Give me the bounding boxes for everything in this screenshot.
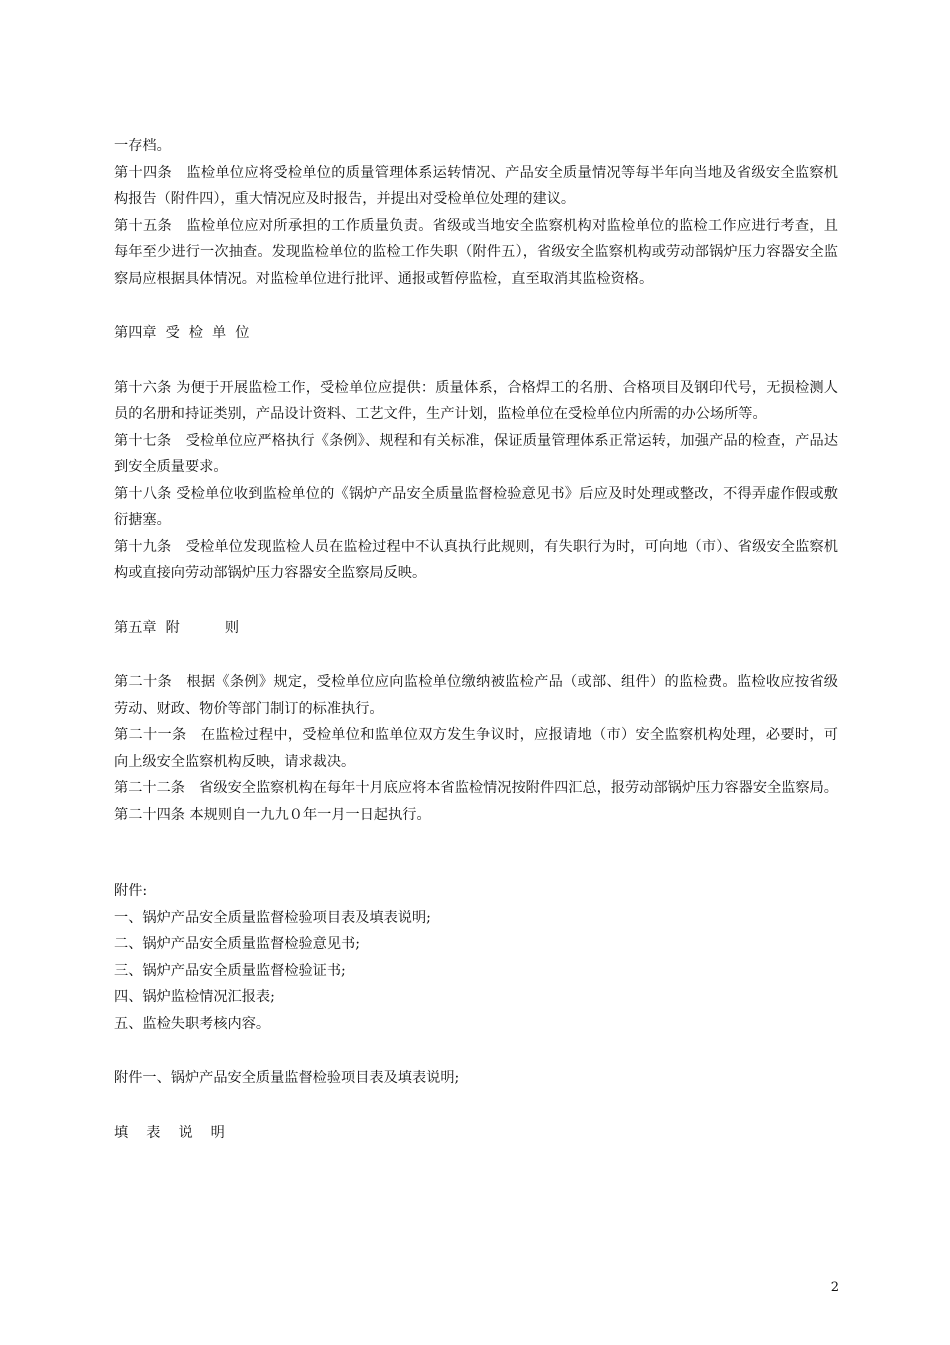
paragraph-line: 向上级安全监察机构反映，请求裁决。 xyxy=(114,753,356,770)
paragraph-line: 第十六条 为便于开展监检工作，受检单位应提供：质量体系，合格焊工的名册、合格项目及钢印代号，无损检测人 xyxy=(114,379,838,396)
paragraph-line: 员的名册和持证类别，产品设计资料、工艺文件，生产计划，监检单位在受检单位内所需的办公场所等。 xyxy=(114,406,767,422)
paragraph-line: 第十九条 受检单位发现监检人员在监检过程中不认真执行此规则，有失职行为时，可向地（市）、省级安全监察机 xyxy=(114,538,838,555)
paragraph-line: 构或直接向劳动部锅炉压力容器安全监察局反映。 xyxy=(114,565,427,581)
attachment-item: 四、锅炉监检情况汇报表; xyxy=(114,989,275,1005)
paragraph-line: 衍搪塞。 xyxy=(114,512,171,528)
paragraph-line: 每年至少进行一次抽查。发现监检单位的监检工作失职（附件五），省级安全监察机构或劳动部锅炉压力容器安全监 xyxy=(114,244,838,260)
paragraph-line: 到安全质量要求。 xyxy=(114,459,228,475)
attachment-item: 五、监检失职考核内容。 xyxy=(114,1015,271,1032)
paragraph-line: 第二十一条 在监检过程中，受检单位和监单位双方发生争议时，应报请地（市）安全监察机构处理，必要时，可 xyxy=(114,727,838,743)
paragraph-line: 第十七条 受检单位应严格执行《条例》、规程和有关标准，保证质量管理体系正常运转，加强产品的检查，产品达 xyxy=(114,432,838,449)
attachment-item: 三、锅炉产品安全质量监督检验证书; xyxy=(114,962,346,979)
paragraph-line: 第十四条 监检单位应将受检单位的质量管理体系运转情况、产品安全质量情况等每半年向当地及省级安全监察机 xyxy=(114,164,838,181)
paragraph-line: 劳动、财政、物价等部门制订的标准执行。 xyxy=(114,700,384,717)
document-body xyxy=(114,133,838,1146)
section-heading: 填 表 说 明 xyxy=(114,1124,225,1141)
paragraph-line: 第二十二条 省级安全监察机构在每年十月底应将本省监检情况按附件四汇总，报劳动部锅炉压力容器安全监察局。 xyxy=(114,780,838,796)
attachment-item: 二、锅炉产品安全质量监督检验意见书; xyxy=(114,936,360,952)
chapter-heading: 第四章 受 检 单 位 xyxy=(114,325,250,341)
page-number: 2 xyxy=(830,1280,839,1295)
attachment-item: 一、锅炉产品安全质量监督检验项目表及填表说明; xyxy=(114,909,431,926)
paragraph-line: 第二十四条 本规则自一九九０年一月一日起执行。 xyxy=(114,806,431,823)
attachment-title: 附件一、锅炉产品安全质量监督检验项目表及填表说明; xyxy=(114,1070,460,1086)
paragraph-line: 第十五条 监检单位应对所承担的工作质量负责。省级或当地安全监察机构对监检单位的监检工作应进行考查，且 xyxy=(114,217,838,234)
chapter-heading: 第五章 附 则 xyxy=(114,619,240,636)
paragraph-line: 第二十条 根据《条例》规定，受检单位应向监检单位缴纳被监检产品（或部、组件）的监检费。监检收应按省级 xyxy=(114,674,838,690)
paragraph-line: 构报告（附件四），重大情况应及时报告，并提出对受检单位处理的建议。 xyxy=(114,191,576,207)
paragraph-line: 一存档。 xyxy=(114,138,171,154)
attachments-label: 附件: xyxy=(114,883,148,899)
paragraph-line: 第十八条 受检单位收到监检单位的《锅炉产品安全质量监督检验意见书》后应及时处理或整改，不得弄虚作假或敷 xyxy=(114,485,838,502)
paragraph-line: 察局应根据具体情况。对监检单位进行批评、通报或暂停监检，直至取消其监检资格。 xyxy=(114,270,654,287)
